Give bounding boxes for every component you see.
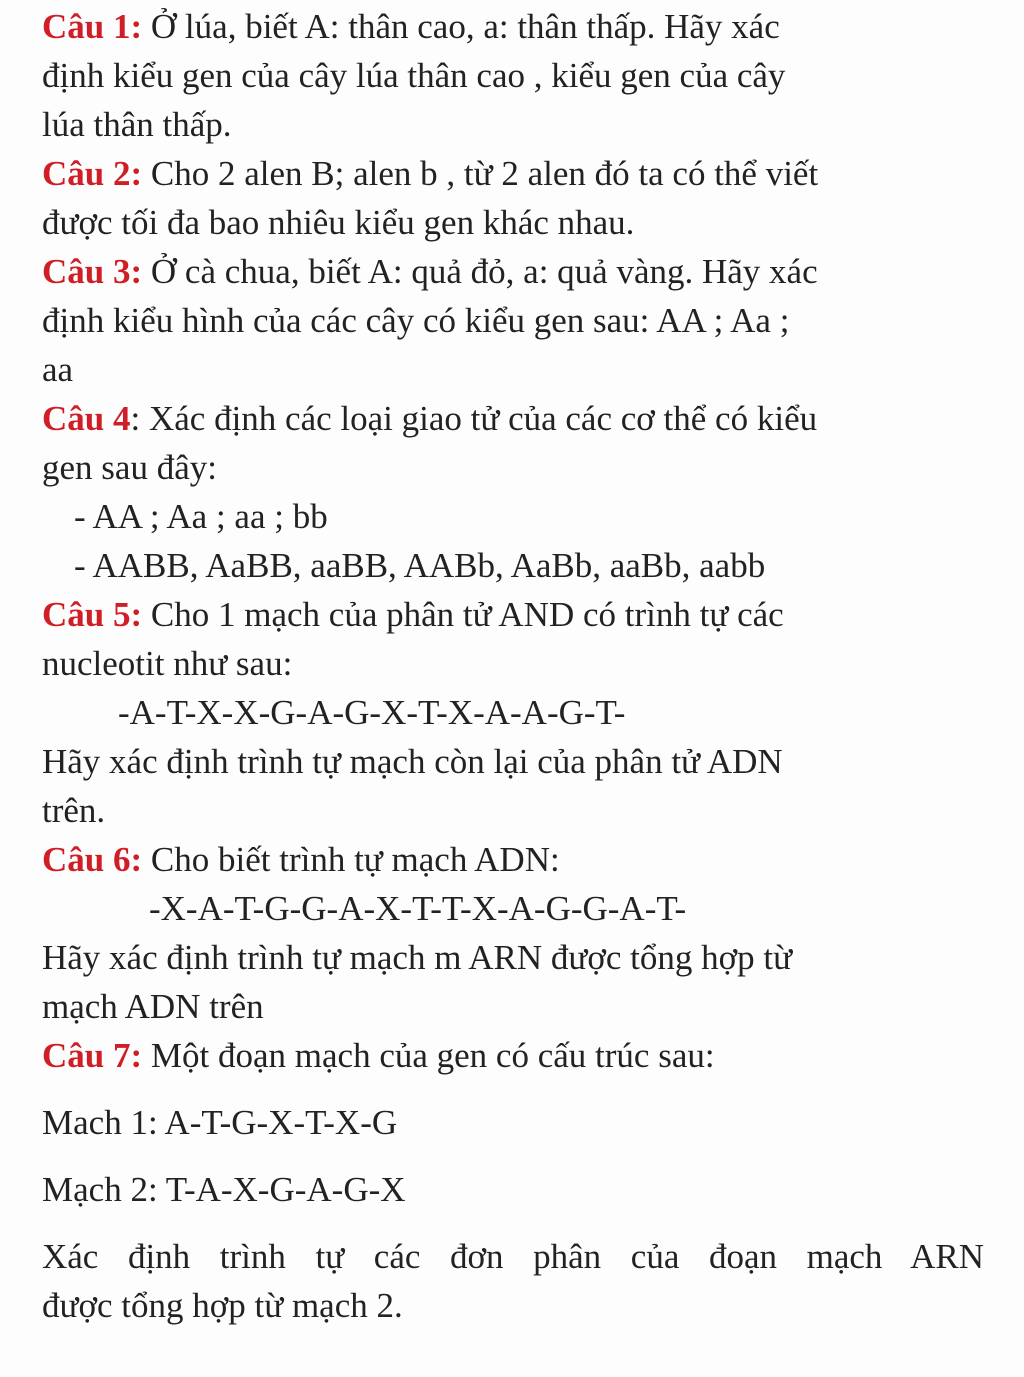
question-1: [42, 2, 984, 149]
question-7-label: Câu 7:: [42, 1036, 143, 1075]
question-1-label: Câu 1:: [42, 7, 143, 46]
question-4-label: Câu 4: [42, 399, 131, 438]
question-1-line-1: Ở lúa, biết A: thân cao, a: thân thấp. Hãy xác: [142, 7, 780, 46]
question-3-line-1: Ở cà chua, biết A: quả đỏ, a: quả vàng. Hãy xác: [142, 252, 818, 291]
question-2-line-1: Cho 2 alen B; alen b , từ 2 alen đó ta có thể viết: [142, 154, 819, 193]
question-5-dna-sequence: -A-T-X-X-G-A-G-X-T-X-A-A-G-T-: [118, 693, 626, 732]
question-7: [42, 1031, 984, 1330]
question-6-dna-sequence: -X-A-T-G-G-A-X-T-T-X-A-G-G-A-T-: [149, 889, 687, 928]
question-5-line-2: nucleotit như sau:: [42, 644, 293, 683]
question-3-line-2: định kiểu hình của các cây có kiểu gen sau: AA ; Aa ;: [42, 301, 790, 340]
question-5-line-4: Hãy xác định trình tự mạch còn lại của phân tử ADN: [42, 742, 783, 781]
question-2-line-2: được tối đa bao nhiêu kiểu gen khác nhau.: [42, 203, 635, 242]
question-6-line-4: mạch ADN trên: [42, 987, 264, 1026]
question-3-label: Câu 3:: [42, 252, 143, 291]
question-6: [42, 835, 984, 1031]
question-4-line-2: gen sau đây:: [42, 448, 217, 487]
question-2: [42, 149, 984, 247]
question-6-label: Câu 6:: [42, 840, 143, 879]
question-7-line-1: Một đoạn mạch của gen có cấu trúc sau:: [142, 1036, 715, 1075]
question-7-strand-1: Mach 1: A-T-G-X-T-X-G: [42, 1103, 398, 1142]
question-7-line-4: Xác định trình tự các đơn phân của đoạn mạch ARN: [42, 1237, 984, 1276]
question-7-line-5: được tổng hợp từ mạch 2.: [42, 1286, 403, 1325]
question-5-line-1: Cho 1 mạch của phân tử AND có trình tự các: [142, 595, 784, 634]
question-3-line-3: aa: [42, 350, 74, 389]
question-5: [42, 590, 984, 835]
question-4: [42, 394, 984, 590]
question-5-label: Câu 5:: [42, 595, 143, 634]
question-3: [42, 247, 984, 394]
question-6-line-3: Hãy xác định trình tự mạch m ARN được tổng hợp từ: [42, 938, 793, 977]
question-4-genotype-list-1: - AA ; Aa ; aa ; bb: [74, 497, 328, 536]
question-7-strand-2: Mạch 2: T-A-X-G-A-G-X: [42, 1170, 406, 1209]
question-1-line-3: lúa thân thấp.: [42, 105, 232, 144]
question-4-genotype-list-2: - AABB, AaBB, aaBB, AABb, AaBb, aaBb, aabb: [74, 546, 766, 585]
question-2-label: Câu 2:: [42, 154, 143, 193]
question-4-line-1: : Xác định các loại giao tử của các cơ thể có kiểu: [130, 399, 818, 438]
question-1-line-2: định kiểu gen của cây lúa thân cao , kiểu gen của cây: [42, 56, 786, 95]
question-5-line-5: trên.: [42, 791, 106, 830]
question-6-line-1: Cho biết trình tự mạch ADN:: [142, 840, 560, 879]
